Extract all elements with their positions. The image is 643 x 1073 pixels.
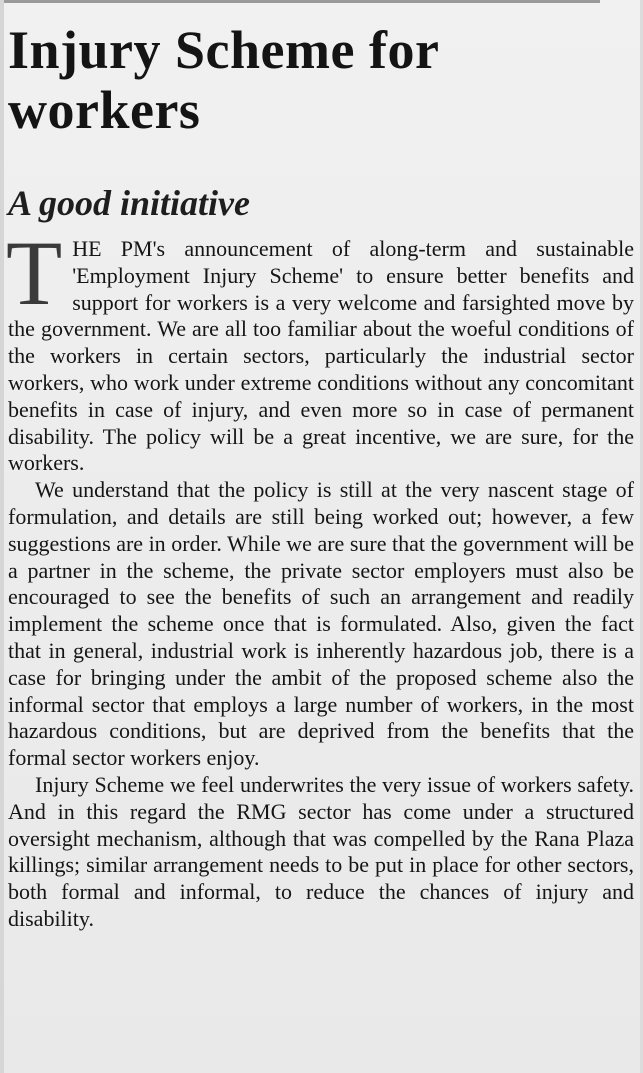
paragraph-1: [6, 222, 634, 477]
paragraph-1-text: HE PM's announcement of along-term and sustainable 'Employment Injury Scheme' to ensure better benefits and support for workers is a very welcome and farsighted move by the government. We are all too familiar about the woeful conditions of the workers in certain sectors, particularly the industrial sector workers, who work under extreme conditions without any concomitant benefits in case of injury, and even more so in case of permanent disability. The policy will be a great incentive, we are sure, for the workers.: [8, 236, 634, 476]
article-body: [6, 222, 634, 933]
top-rule: [0, 0, 600, 3]
subhead: A good initiative: [8, 183, 251, 223]
paragraph-2: We understand that the policy is still at the very nascent stage of formulation, and details are still being worked out; however, a few suggestions are in order. While we are sure that the government will be a partner in the scheme, the private sector employers must also be encouraged to see the benefits of such an arrangement and readily implement the scheme once that is formulated. Also, given the fact that in general, industrial work is inherently hazardous job, there is a case for bringing under the ambit of the proposed scheme also the informal sector that employs a large number of workers, in the most hazardous conditions, but are deprived from the benefits that the formal sector workers enjoy.: [8, 477, 634, 771]
left-edge-shadow: [0, 0, 4, 1073]
paragraph-3: Injury Scheme we feel underwrites the very issue of workers safety. And in this regard the RMG sector has come under a structured oversight mechanism, although that was compelled by the Rana Plaza killings; similar arrangement needs to be put in place for other sectors, both formal and informal, to reduce the chances of injury and disability.: [8, 771, 634, 931]
drop-cap: T: [6, 222, 63, 324]
headline: Injury Scheme for workers: [8, 20, 439, 140]
